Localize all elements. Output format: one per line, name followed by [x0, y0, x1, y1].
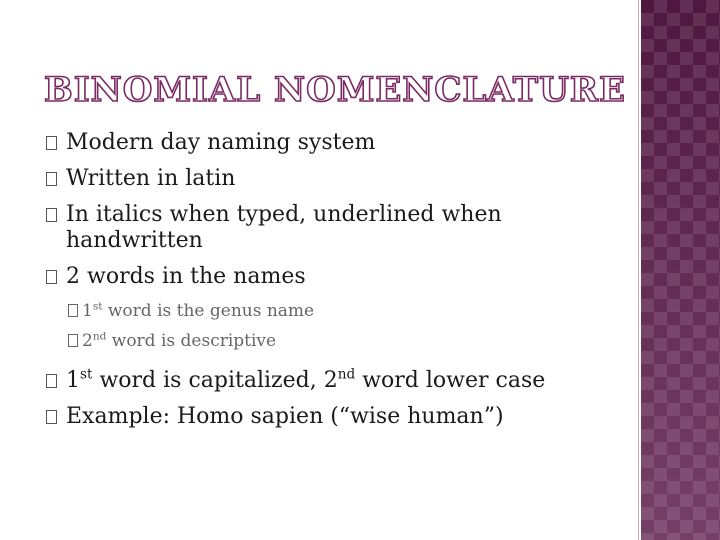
slide-title: BINOMIAL NOMENCLATURE: [44, 70, 626, 110]
bullet-item: [46, 368, 631, 394]
ordinal: 1: [66, 368, 80, 393]
bullet-item: [46, 166, 631, 192]
bullet-text: word lower case: [355, 368, 546, 393]
bullet-text: Written in latin: [66, 166, 236, 191]
sub-bullet-box-icon: [68, 304, 78, 317]
bullet-text: Modern day naming system: [66, 130, 376, 155]
bullet-box-icon: [46, 270, 57, 284]
bullet-text: word is capitalized, 2: [92, 368, 338, 393]
decorative-side-band: [641, 0, 720, 540]
bullet-item: [46, 130, 631, 156]
bullet-item: [46, 404, 631, 430]
bullet-box-icon: [46, 374, 57, 388]
sub-ordinal: 1: [82, 301, 93, 321]
bullet-box-icon: [46, 172, 57, 186]
sub-bullet-box-icon: [68, 334, 78, 347]
bullet-box-icon: [46, 208, 57, 222]
side-band-divider: [638, 0, 639, 540]
sub-ordinal-suffix: st: [92, 300, 103, 313]
bullet-text: 2 words in the names: [66, 264, 306, 289]
sub-ordinal-suffix: nd: [92, 330, 107, 343]
ordinal-suffix: st: [80, 366, 93, 383]
sub-ordinal: 2: [82, 331, 93, 351]
bullet-item: [46, 264, 631, 290]
sub-text: word is descriptive: [106, 331, 277, 351]
bullet-list: [46, 130, 631, 440]
sub-bullet-item: [46, 300, 631, 322]
sub-text: word is the genus name: [102, 301, 315, 321]
bullet-text: In italics when typed, underlined when handwritten: [66, 202, 502, 253]
ordinal-suffix: nd: [337, 366, 356, 383]
sub-bullet-item: [46, 330, 631, 352]
bullet-box-icon: [46, 136, 57, 150]
bullet-text: Example: Homo sapien (“wise human”): [66, 404, 504, 429]
bullet-item: [46, 202, 546, 254]
bullet-box-icon: [46, 410, 57, 424]
